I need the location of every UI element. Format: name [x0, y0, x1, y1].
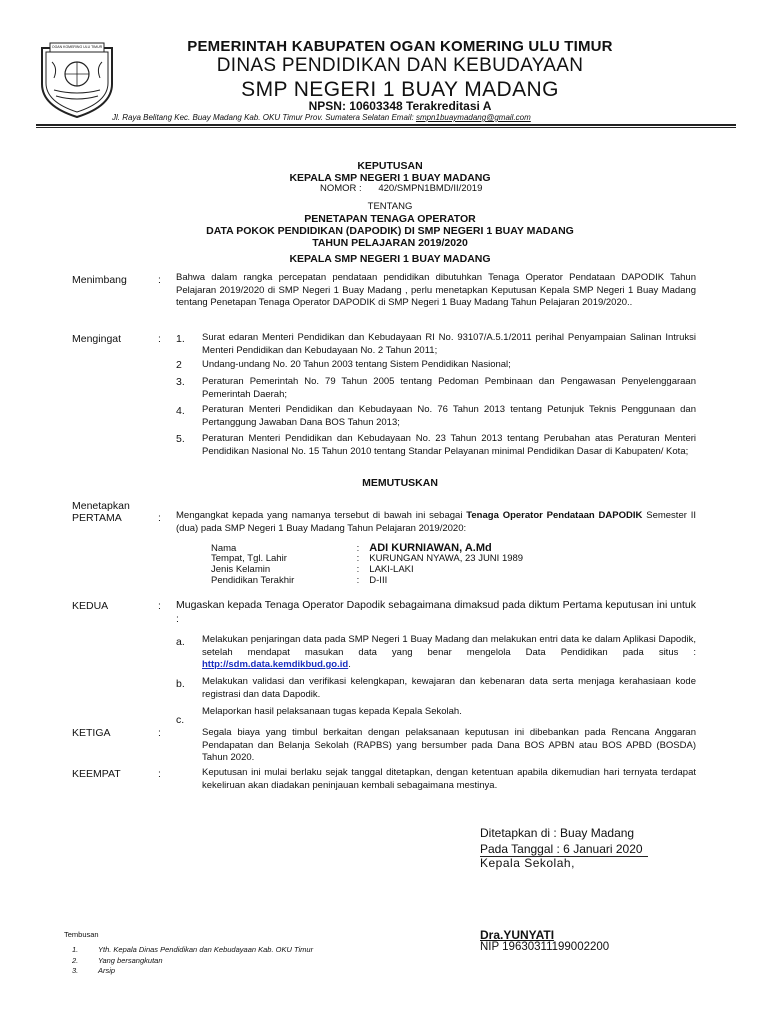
header-school: SMP NEGERI 1 BUAY MADANG [241, 78, 559, 101]
email-link[interactable]: smpn1buaymadang@gmail.com [415, 113, 531, 122]
header-agency: DINAS PENDIDIKAN DAN KEBUDAYAAN [216, 55, 584, 76]
ketiga-label: KETIGA [72, 727, 111, 739]
header-government: PEMERINTAH KABUPATEN OGAN KOMERING ULU TIMUR [187, 38, 613, 55]
kedua-label: KEDUA [72, 600, 109, 612]
mengingat-item-2: Undang-undang No. 20 Tahun 2003 tentang Sistem Pendidikan Nasional; [202, 359, 511, 370]
nomor-value: 420/SMPN1BMD/II/2019 [378, 183, 483, 194]
mengingat-item-1: Surat edaran Menteri Pendidikan dan Kebudayaan RI No. 93107/A.5.1/2011 perihal Penyampaian Salinan Intruksi Menteri Pendidikan dan Kebudayaan No. 2 Tahun 2011; [202, 332, 696, 356]
identity-value-gender: LAKI-LAKI [369, 564, 414, 575]
memutuskan-heading: MEMUTUSKAN [362, 477, 438, 489]
pertama-label: PERTAMA [72, 512, 122, 524]
doc-tentang: TENTANG [367, 201, 413, 212]
mengingat-colon: : [158, 333, 161, 345]
identity-label-birth: Tempat, Tgl. Lahir [211, 553, 287, 564]
keempat-label: KEEMPAT [72, 768, 121, 780]
doc-nomor [320, 183, 482, 196]
identity-colon-gender: : [356, 564, 360, 575]
mengingat-num-2: 2 [176, 359, 182, 371]
kedua-item-c: Melaporkan hasil pelaksanaan tugas kepada Kepala Sekolah. [202, 706, 462, 717]
keempat-text: Keputusan ini mulai berlaku sejak tanggal ditetapkan, dengan ketentuan apabila dikemudian hari ternyata terdapat kekeliruan akan diadakan peninjauan kembali sebagaimana mestinya. [202, 767, 696, 791]
signature-place: Ditetapkan di : Buay Madang [480, 826, 635, 840]
signature-title: Kepala Sekolah, [480, 856, 575, 870]
doc-title-keputusan: KEPUTUSAN [357, 160, 423, 172]
pertama-text [176, 510, 696, 535]
tembusan-num-1: 1. [72, 945, 79, 954]
ketiga-colon: : [158, 727, 161, 739]
header-npsn: NPSN: 10603348 Terakreditasi A [308, 99, 492, 113]
tembusan-item-3: Arsip [98, 966, 116, 975]
doc-subject-1: PENETAPAN TENAGA OPERATOR [304, 213, 476, 225]
header-address [112, 113, 732, 122]
menimbang-label: Menimbang [72, 274, 127, 286]
identity-label-gender: Jenis Kelamin [211, 564, 271, 575]
mengingat-item-5: Peraturan Menteri Pendidikan dan Kebudayaan No. 23 Tahun 2013 tentang Perubahan atas Peraturan Menteri Pendidikan Nasional No. 15 Tahun 2010 tentang Standar Pelayanan minimal Pendidikan Dasar di Kabupaten/ Kota; [202, 433, 696, 457]
signatory-name: Dra.YUNYATI [480, 928, 555, 942]
identity-colon-birth: : [356, 553, 360, 564]
mengingat-num-4: 4. [176, 405, 185, 417]
identity-value-education: D-III [369, 575, 388, 586]
menimbang-text: Bahwa dalam rangka percepatan pendataan pendidikan dibutuhkan Tenaga Operator Pendataan DAPODIK Tahun Pelajaran 2019/2020 di SMP Negeri 1 Buay Madang , perlu menetapkan Keputusan Kepala SMP Negeri 1 Buay Madang tentang Penetapan Tenaga Operator DAPODIK di SMP Negeri 1 Buay Madang Tahun Pelajaran 2019/2020.. [176, 272, 696, 308]
kedua-text: Mugaskan kepada Tenaga Operator Dapodik sebagaimana dimaksud pada diktum Pertama keputusan ini untuk : [176, 599, 696, 625]
tembusan-label: Tembusan [64, 930, 99, 939]
nomor-label: NOMOR : [320, 183, 362, 194]
tembusan-item-1: Yth. Kepala Dinas Pendidikan dan Kebudayaan Kab. OKU Timur [98, 945, 314, 954]
pertama-colon: : [158, 512, 161, 524]
menimbang-colon: : [158, 274, 161, 286]
keempat-colon: : [158, 768, 161, 780]
pertama-text-after: Semester II (dua) pada SMP Negeri 1 Buay Madang Tahun Pelajaran 2019/2020: [176, 510, 697, 534]
mengingat-num-5: 5. [176, 433, 185, 445]
pertama-text-bold: Tenaga Operator Pendataan DAPODIK [466, 510, 643, 521]
address-text: Jl. Raya Belitang Kec. Buay Madang Kab. OKU Timur Prov. Sumatera Selatan Email: [112, 113, 414, 122]
kedua-colon: : [158, 600, 161, 612]
doc-title-kepala: KEPALA SMP NEGERI 1 BUAY MADANG [289, 172, 491, 184]
pertama-text-before: Mengangkat kepada yang namanya tersebut di bawah ini sebagai [176, 510, 463, 521]
identity-row-education [211, 575, 691, 588]
kedua-letter-b: b. [176, 678, 185, 690]
mengingat-num-3: 3. [176, 376, 185, 388]
identity-label-education: Pendidikan Terakhir [211, 575, 295, 586]
mengingat-num-1: 1. [176, 333, 185, 345]
signatory-nip: NIP 19630311199002200 [480, 941, 610, 953]
doc-subject-3: TAHUN PELAJARAN 2019/2020 [312, 237, 468, 249]
header-divider-thin [36, 127, 736, 128]
logo-text: OGAN KOMERING ULU TIMUR [51, 45, 103, 49]
dapodik-site-link[interactable]: http://sdm.data.kemdikbud.go.id [202, 659, 349, 670]
mengingat-label: Mengingat [72, 333, 122, 345]
kedua-item-a-text: Melakukan penjaringan data pada SMP Negeri 1 Buay Madang dan melakukan entri data ke dalam Aplikasi Dapodik, setelah mendapat masukan data yang benar mengelola Data Pendidikan pada situs : [202, 634, 696, 658]
identity-value-birth: KURUNGAN NYAWA, 23 JUNI 1989 [369, 553, 524, 564]
tembusan-item-2: Yang bersangkutan [98, 956, 163, 965]
mengingat-item-3: Peraturan Pemerintah No. 79 Tahun 2005 tentang Pedoman Pembinaan dan Pengawasan Penyelenggaraan Pemerintah Daerah; [202, 376, 696, 400]
tembusan-num-3: 3. [72, 966, 79, 975]
tembusan-num-2: 2. [72, 956, 79, 965]
kedua-letter-c: c. [176, 714, 185, 726]
kedua-letter-a: a. [176, 636, 185, 648]
identity-value-name: ADI KURNIAWAN, A.Md [369, 542, 492, 554]
ketiga-text: Segala biaya yang timbul berkaitan dengan pelaksanaan keputusan ini dibebankan pada Rencana Anggaran Pendapatan dan Belanja Sekolah (RAPBS) yang bersumber pada Dana BOS APBN atau BOS APBD (BOSDA) Tahun 2020. [202, 727, 696, 763]
doc-kepala-2: KEPALA SMP NEGERI 1 BUAY MADANG [289, 253, 491, 265]
header-divider-thick [36, 124, 736, 126]
kedua-item-a: Melakukan penjaringan data pada SMP Negeri 1 Buay Madang dan melakukan entri data ke dalam Aplikasi Dapodik, setelah mendapat masukan data yang benar mengelola Data Pendidikan pada situs : http://sdm.data.kemdikbud.go.id. [202, 634, 696, 670]
menetapkan-label: Menetapkan [72, 500, 130, 512]
identity-colon-name: : [356, 543, 360, 554]
mengingat-item-4: Peraturan Menteri Pendidikan dan Kebudayaan No. 76 Tahun 2013 tentang Petunjuk Teknis Penggunaan dan Pertanggung Jawaban Dana BOS Tahun 2013; [202, 404, 696, 428]
identity-label-name: Nama [211, 543, 237, 554]
identity-colon-education: : [356, 575, 360, 586]
doc-subject-2: DATA POKOK PENDIDIKAN (DAPODIK) DI SMP NEGERI 1 BUAY MADANG [206, 225, 574, 237]
kedua-item-b: Melakukan validasi dan verifikasi kelengkapan, kewajaran dan kebenaran data serta menjaga kerahasiaan kode registrasi dan data Dapodik. [202, 676, 696, 700]
signature-date: Pada Tanggal : 6 Januari 2020 [480, 842, 643, 856]
